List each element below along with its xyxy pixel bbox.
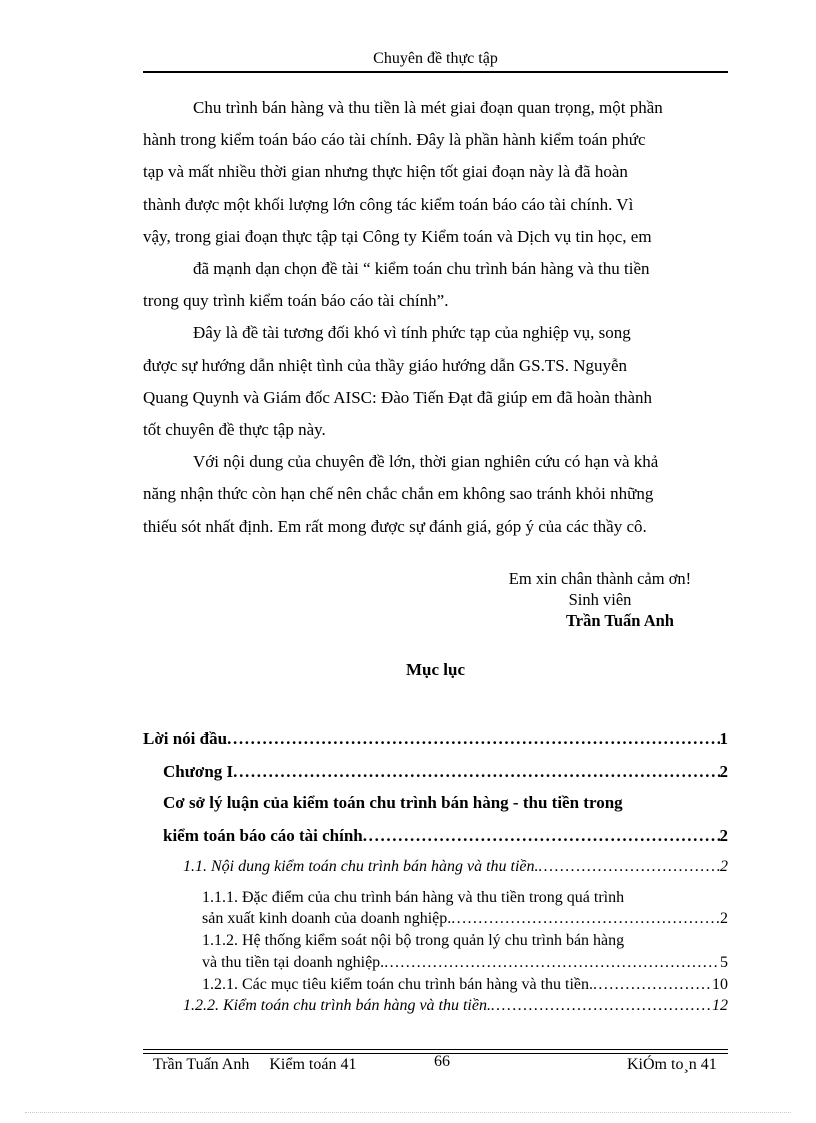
text-line: vậy, trong giai đoạn thực tập tại Công ty Kiểm toán và Dịch vụ tin học, em (143, 226, 652, 246)
header-rule (143, 71, 728, 73)
toc-entry-1-1-1-line: 1.1.1. Đặc điểm của chu trình bán hàng và thu tiền trong quá trình (202, 889, 625, 906)
footer-right: KiÓm to¸n 41 (627, 1056, 717, 1073)
toc-entry-chapter-1-title[interactable] (163, 826, 728, 846)
toc-leader (451, 910, 720, 928)
toc-page-number: 1 (719, 729, 728, 748)
toc-page-number: 2 (719, 762, 728, 781)
page-number: 66 (434, 1053, 450, 1070)
toc-entry-label: sản xuất kinh doanh của doanh nghiệp. (202, 910, 452, 927)
signature-block (430, 568, 770, 631)
toc-leader (233, 762, 719, 782)
toc-leader (491, 997, 712, 1015)
toc-page-number: 2 (720, 858, 728, 875)
text-line: đã mạnh dạn chọn đề tài “ kiểm toán chu trình bán hàng và thu tiền (193, 259, 650, 279)
page-header-title: Chuyên đề thực tập (373, 50, 498, 67)
text-line: Với nội dung của chuyên đề lớn, thời gian nghiên cứu có hạn và khả (193, 452, 659, 472)
paragraph-1 (143, 92, 726, 253)
text-line: thành được một khối lượng lớn công tác kiểm toán báo cáo tài chính. Vì (143, 194, 634, 214)
toc-page-number: 10 (712, 976, 728, 993)
toc-entry-label: 1.2.2. Kiểm toán chu trình bán hàng và thu tiền. (183, 997, 491, 1014)
toc-chapter-1-title-line: Cơ sở lý luận của kiểm toán chu trình bán hàng - thu tiền trong (163, 793, 623, 812)
page-edge (25, 1112, 791, 1113)
text-line: Đây là đề tài tương đối khó vì tính phức tạp của nghiệp vụ, song (193, 323, 631, 343)
text-line: thiếu sót nhất định. Em rất mong được sự đánh giá, góp ý của các thầy cô. (143, 516, 647, 536)
toc-entry-label: Chương I (163, 762, 234, 781)
toc-entry-label: kiểm toán báo cáo tài chính (163, 826, 363, 845)
toc-entry-1-1-1[interactable] (202, 910, 728, 928)
footer-rule (143, 1049, 728, 1050)
toc-entry-label: 1.1. Nội dung kiểm toán chu trình bán hàng và thu tiền. (183, 858, 539, 875)
toc-entry-label: và thu tiền tại doanh nghiệp. (202, 954, 385, 971)
toc-leader (593, 976, 712, 994)
text-line: được sự hướng dẫn nhiệt tình của thầy giáo hướng dẫn GS.TS. Nguyễn (143, 355, 628, 375)
text-line: trong quy trình kiểm toán báo cáo tài chính”. (143, 291, 449, 311)
toc-entry-intro[interactable] (143, 729, 728, 749)
toc-entry-label: Lời nói đầu (143, 729, 228, 748)
toc-entry-1-1-2[interactable] (202, 954, 728, 972)
toc-entry-1-1-2-line: 1.1.2. Hệ thống kiểm soát nội bộ trong quản lý chu trình bán hàng (202, 932, 625, 949)
student-name: Trần Tuấn Anh (566, 611, 674, 630)
toc-leader (539, 858, 720, 876)
toc-entry-chapter-1[interactable] (163, 762, 728, 782)
text-line: năng nhận thức còn hạn chế nên chắc chắn em không sao tránh khỏi những (143, 484, 654, 504)
toc-page-number: 12 (712, 997, 728, 1014)
toc-entry-1-2-1[interactable] (202, 976, 728, 994)
text-line: tạp và mất nhiều thời gian nhưng thực hiện tốt giai đoạn này là đã hoàn (143, 162, 628, 182)
toc-page-number: 2 (720, 910, 728, 927)
toc-page-number: 5 (720, 954, 728, 971)
paragraph-3 (143, 317, 726, 446)
toc-entry-label: 1.2.1. Các mục tiêu kiểm toán chu trình bán hàng và thu tiền. (202, 976, 594, 993)
student-role: Sinh viên (568, 590, 632, 609)
text-line: Quang Quynh và Giám đốc AISC: Đào Tiến Đạt đã giúp em đã hoàn thành (143, 387, 652, 407)
footer-class: Kiểm toán 41 (269, 1056, 357, 1073)
toc-title: Mục lục (405, 660, 466, 679)
text-line: Chu trình bán hàng và thu tiền là mét giai đoạn quan trọng, một phần (193, 98, 663, 117)
footer-left (153, 1056, 356, 1074)
paragraph-4 (143, 446, 726, 543)
paragraph-2 (143, 253, 726, 317)
text-line: tốt chuyên đề thực tập này. (143, 420, 326, 440)
body-text (143, 92, 726, 543)
footer-author: Trần Tuấn Anh (153, 1056, 250, 1073)
toc-page-number: 2 (719, 826, 728, 845)
thanks-line: Em xin chân thành cảm ơn! (508, 569, 692, 588)
toc-leader (384, 954, 720, 972)
text-line: hành trong kiểm toán báo cáo tài chính. Đây là phần hành kiểm toán phức (143, 130, 646, 150)
toc-entry-1-2-2[interactable] (183, 997, 728, 1015)
toc-leader (363, 826, 720, 846)
toc-leader (227, 729, 719, 749)
toc-entry-1-1[interactable] (183, 858, 728, 876)
